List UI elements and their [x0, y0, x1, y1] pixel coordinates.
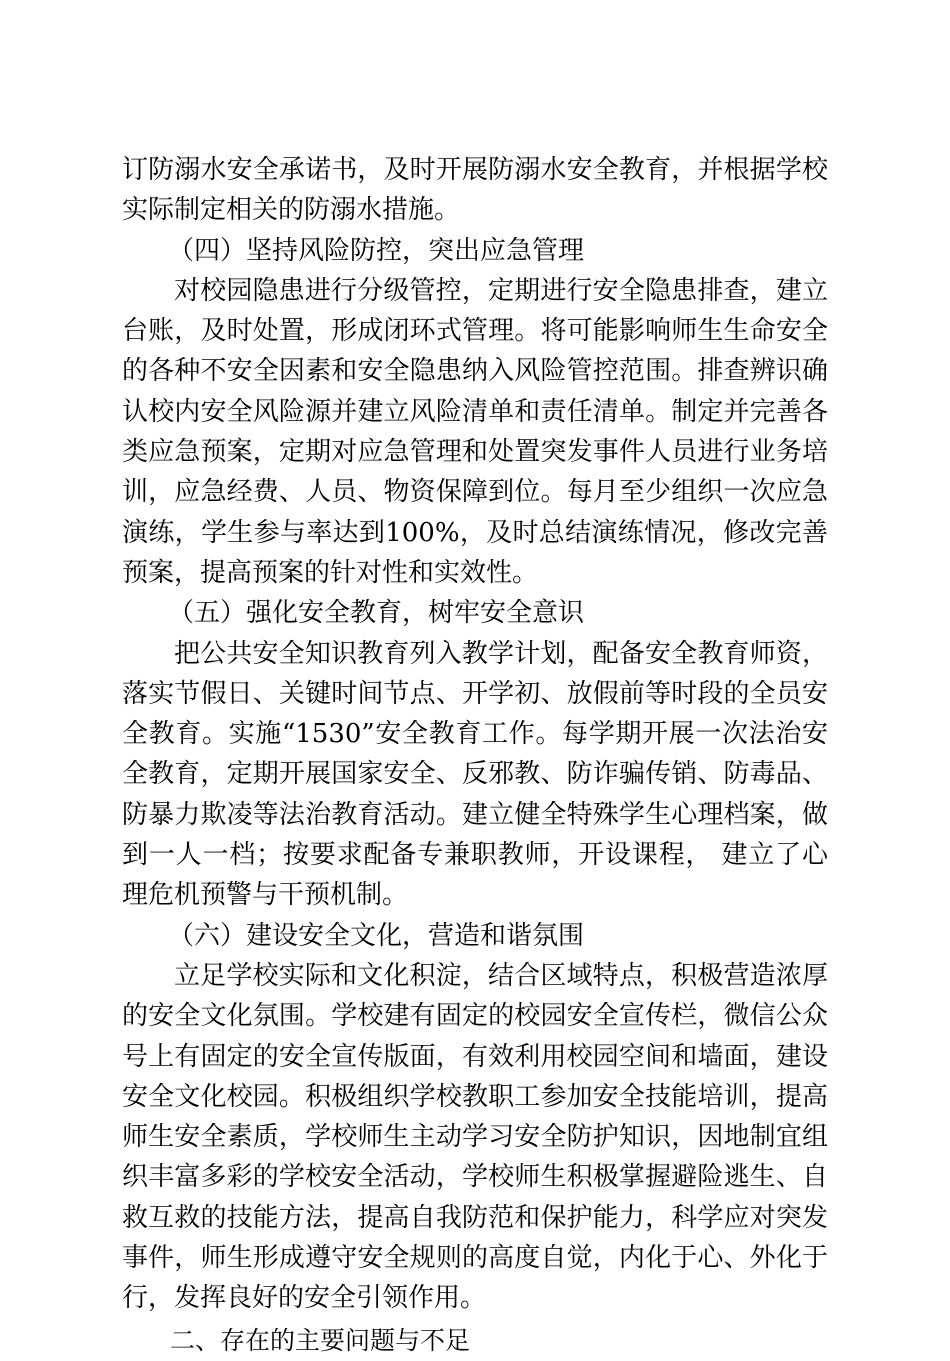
section-heading-main-problems: 二、存在的主要问题与不足 — [170, 1325, 471, 1355]
paragraph-safety-culture: 立足学校实际和文化积淀，结合区域特点，积极营造浓厚的安全文化氛围。学校建有固定的校园安全宣传栏，微信公众号上有固定的安全宣传版面，有效利用校园空间和墙面，建设安全文化校园。积极组织学校教职工参加安全技能培训，提高师生安全素质，学校师生主动学习安全防护知识，因地制宜组织丰富多彩的学校安全活动，学校师生积极掌握避险逃生、自救互救的技能方法，提高自我防范和保护能力，科学应对突发事件，师生形成遵守安全规则的高度自觉，内化于心、外化于行，发挥良好的安全引领作用。 — [122, 960, 828, 1314]
heading-safety-education: （五）强化安全教育，树牢安全意识 — [168, 598, 585, 629]
document-page — [122, 150, 828, 1361]
heading-risk-prevention: （四）坚持风险防控，突出应急管理 — [168, 235, 585, 266]
paragraph-drowning-prevention-continued: 订防溺水安全承诺书，及时开展防溺水安全教育，并根据学校实际制定相关的防溺水措施。 — [122, 155, 828, 226]
heading-safety-culture: （六）建设安全文化，营造和谐氛围 — [168, 920, 585, 951]
paragraph-risk-prevention: 对校园隐患进行分级管控，定期进行安全隐患排查，建立台账，及时处置，形成闭环式管理。将可能影响师生生命安全的各种不安全因素和安全隐患纳入风险管控范围。排查辨识确认校内安全风险源并建立风险清单和责任清单。制定并完善各类应急预案，定期对应急管理和处置突发事件人员进行业务培训，应急经费、人员、物资保障到位。每月至少组织一次应急演练，学生参与率达到100%，及时总结演练情况，修改完善预案，提高预案的针对性和实效性。 — [122, 275, 828, 588]
paragraph-safety-education: 把公共安全知识教育列入教学计划，配备安全教育师资，落实节假日、关键时间节点、开学初、放假前等时段的全员安全教育。实施“1530”安全教育工作。每学期开展一次法治安全教育，定期开展国家安全、反邪教、防诈骗传销、防毒品、防暴力欺凌等法治教育活动。建立健全特殊学生心理档案，做到一人一档；按要求配备专兼职教师，开设课程， 建立了心理危机预警与干预机制。 — [122, 638, 828, 911]
